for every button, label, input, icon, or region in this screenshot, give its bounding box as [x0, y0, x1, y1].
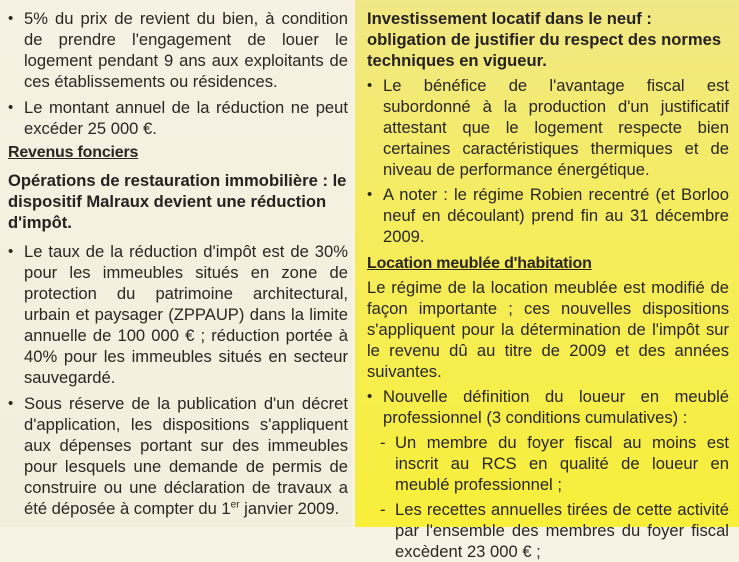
right-bullet-3: • Nouvelle définition du loueur en meublé professionnel (3 conditions cumulatives) :	[367, 386, 729, 428]
left-bullet-4	[8, 393, 348, 519]
right-bullet-1: • Le bénéfice de l'avantage fiscal est subordonné à la production d'un justificatif attestant que le logement respecte bien certaines caractéristiques thermiques et de niveau de performance énergétique.	[367, 75, 729, 180]
left-column	[0, 0, 352, 527]
condition-1: - Un membre du foyer fiscal au moins est inscrit au RCS en qualité de loueur en meublé professionnel ;	[367, 432, 729, 495]
location-meublee-heading: Location meublée d'habitation	[367, 255, 592, 272]
condition-2: - Les recettes annuelles tirées de cette activité par l'ensemble des membres du foyer fiscal excèdent 23 000 € ;	[367, 499, 729, 562]
right-column	[355, 0, 739, 561]
location-meublee-paragraph: Le régime de la location meublée est modifié de façon importante ; ces nouvelles dispositions s'appliquent pour la détermination de l'impôt sur le revenu dû au titre de 2009 et des années suivantes.	[367, 278, 729, 381]
malraux-heading: Opérations de restauration immobilière : le dispositif Malraux devient une réduction d'impôt.	[8, 171, 347, 232]
left-bullet-2: • Le montant annuel de la réduction ne peut excéder 25 000 €.	[8, 97, 348, 139]
left-bullet-1: • 5% du prix de revient du bien, à condition de prendre l'engagement de louer le logement pendant 9 ans aux exploitants de ces établissements ou résidences.	[8, 8, 348, 92]
left-bullet-3: • Le taux de la réduction d'impôt est de 30% pour les immeubles situés en zone de protection du patrimoine architectural, urbain et paysager (ZPPAUP) dans la limite annuelle de 100 000 € ; réduction portée à 40% pour les immeubles situés en secteur sauvegardé.	[8, 241, 348, 388]
left-bullet-4-end: janvier 2009.	[239, 499, 340, 518]
left-bullet-4-text: Sous réserve de la publication d'un décret d'application, les dispositions s'appliquent aux dépenses portant sur des immeubles pour lesquels une demande de permis de construire ou une déclaration de travaux a été déposée à compter du 1	[24, 394, 348, 518]
revenus-fonciers-heading: Revenus fonciers	[8, 144, 139, 161]
investissement-locatif-heading: Investissement locatif dans le neuf : obligation de justifier du respect des normes techniques en vigueur.	[367, 9, 722, 70]
right-bullet-2: • A noter : le régime Robien recentré (et Borloo neuf en découlant) prend fin au 31 décembre 2009.	[367, 184, 729, 247]
left-bullet-4-sup: er	[230, 499, 240, 511]
